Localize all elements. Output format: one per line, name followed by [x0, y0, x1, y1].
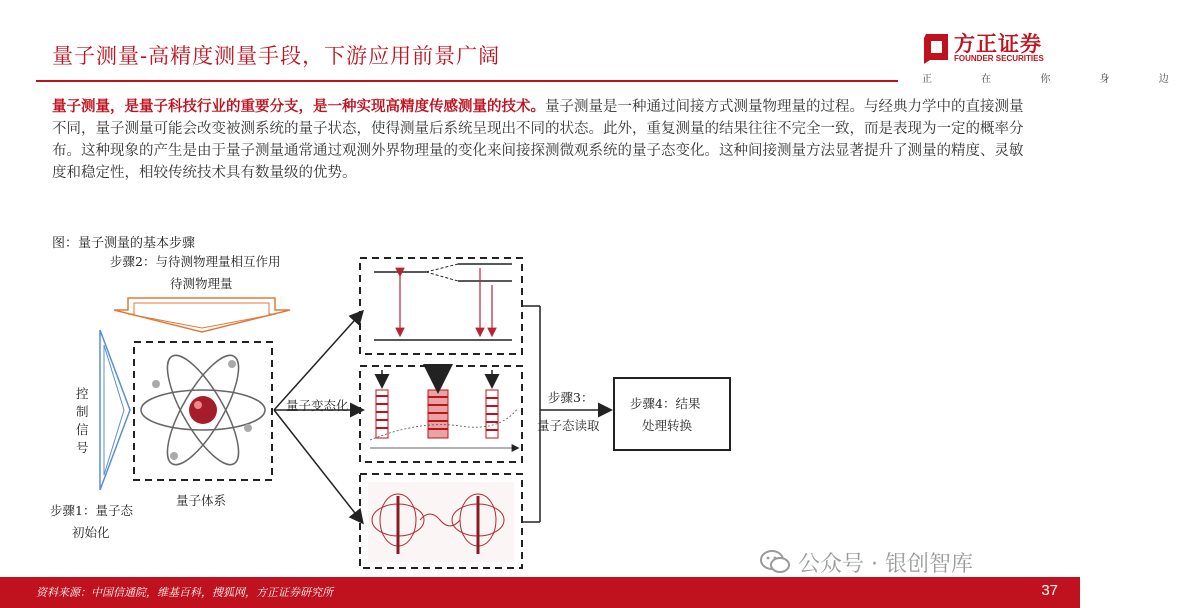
pulse-bars — [370, 370, 518, 448]
quantum-system-label: 量子体系 — [176, 493, 227, 508]
readout-label: 量子态读取 — [537, 418, 600, 433]
page-title: 量子测量-高精度测量手段，下游应用前景广阔 — [52, 44, 501, 68]
wechat-icon — [760, 549, 790, 575]
step2-label: 步骤2：与待测物理量相互作用 — [110, 254, 281, 269]
field-plot-image — [368, 482, 514, 562]
step4-label-line1: 步骤4：结果 — [630, 396, 701, 411]
step3-label: 步骤3： — [548, 390, 594, 405]
step4-box — [614, 378, 730, 450]
logo-slogan: 正 在 你 身 边 — [922, 74, 1183, 85]
page-number: 37 — [1041, 582, 1058, 599]
watermark-text: 公众号 · 银创智库 — [798, 551, 973, 577]
intro-lead: 量子测量，是量子科技行业的重要分支，是一种实现高精度传感测量的技术。 — [52, 98, 545, 115]
control-char-2: 制 — [76, 404, 89, 419]
control-char-3: 信 — [76, 422, 89, 437]
watermark — [760, 545, 973, 579]
control-char-4: 号 — [76, 440, 89, 455]
quantum-change-label: 量子变态化 — [286, 398, 349, 413]
step4-label-line2: 处理转换 — [642, 418, 693, 433]
footer-source: 资料来源：中国信通院，维基百科，搜狐网，方正证券研究所 — [36, 586, 333, 599]
measured-quantity-label: 待测物理量 — [170, 276, 233, 291]
logo-english: FOUNDER SECURITIES — [954, 54, 1044, 63]
control-char-1: 控 — [76, 386, 89, 401]
step1-label-line1: 步骤1：量子态 — [50, 503, 133, 518]
figure-caption: 图：量子测量的基本步骤 — [52, 236, 196, 251]
logo-name: 方正证券 — [954, 32, 1042, 56]
step1-label-line2: 初始化 — [72, 525, 110, 540]
atom-icon — [141, 346, 265, 473]
intro-rest: 量子测量是一种通过间接方式测量物理量的过程。与经典力学中的直接测量不同，量子测量可能会改变被测系统的量子状态，使得测量后系统呈现出不同的状态。此外，重复测量的结果往往不完全一致，而是表现为一定的概率分布。这种现象的产生是由于量子测量通常通过观测外界物理量的变化来间接探测微观系统的量子态变化。这种间接测量方法显著提升了测量的精度、灵敏度和稳定性，相较传统技术具有数量级的优势。 — [52, 99, 1024, 181]
